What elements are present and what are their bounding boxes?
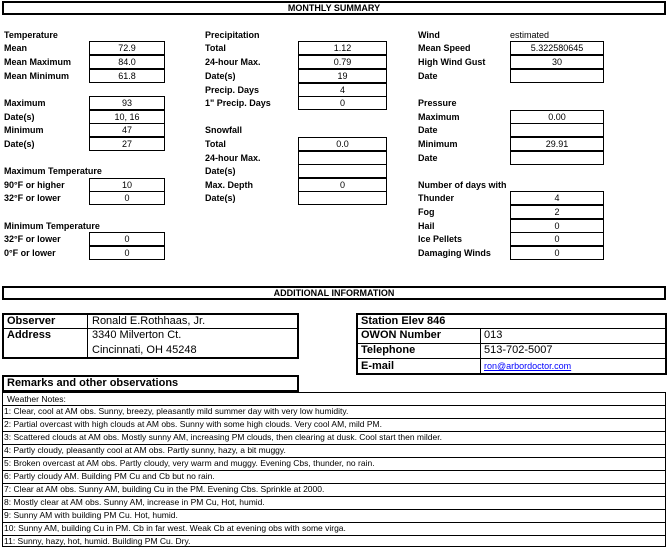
email-link[interactable]: ron@arbordoctor.com — [484, 361, 572, 371]
min-below32-label: 32°F or lower — [4, 234, 61, 244]
temp-maximum-label: Maximum — [4, 98, 46, 108]
fog-value: 2 — [510, 205, 604, 219]
temp-mean-max-value: 84.0 — [89, 55, 165, 69]
hail-value: 0 — [510, 219, 604, 233]
below0-label: 0°F or lower — [4, 248, 56, 258]
pressure-min-date-value — [510, 151, 604, 165]
address-line2: Cincinnati, OH 45248 — [92, 344, 197, 356]
temp-minimum-value: 47 — [89, 123, 165, 137]
precip-dates-value: 19 — [298, 69, 387, 83]
observer-value: Ronald E.Rothhaas, Jr. — [92, 315, 206, 327]
precip-total-value: 1.12 — [298, 41, 387, 55]
wind-estimated-note: estimated — [510, 30, 550, 40]
temp-min-dates-value: 27 — [89, 137, 165, 151]
pressure-max-date-label: Date — [418, 125, 438, 135]
pressure-max-label: Maximum — [418, 112, 460, 122]
weather-notes-title: Weather Notes: — [7, 394, 66, 404]
snow-max24-value — [298, 151, 387, 165]
temp-max-dates-value: 10, 16 — [89, 110, 165, 124]
precip-inch-days-value: 0 — [298, 96, 387, 110]
address-label: Address — [7, 329, 52, 341]
precip-days-label: Precip. Days — [205, 85, 260, 95]
damaging-winds-label: Damaging Winds — [418, 248, 491, 258]
pressure-heading: Pressure — [418, 98, 457, 108]
note-line: 9: Sunny AM with building PM Cu. Hot, humid. — [4, 510, 178, 520]
days-with-heading: Number of days with — [418, 180, 507, 190]
email-value[interactable] — [481, 359, 571, 373]
temp-minimum-label: Minimum — [4, 125, 44, 135]
max-below32-label: 32°F or lower — [4, 193, 61, 203]
wind-date-value — [510, 69, 604, 83]
pressure-min-label: Minimum — [418, 139, 458, 149]
temp-mean-max-label: Mean Maximum — [4, 57, 72, 67]
below0-value: 0 — [89, 246, 165, 260]
temp-mean-label: Mean — [4, 43, 28, 53]
ice-pellets-label: Ice Pellets — [418, 234, 463, 244]
note-line: 8: Mostly clear at AM obs. Sunny AM, increase in PM Cu, Hot, humid. — [4, 497, 265, 507]
station-table — [356, 313, 667, 375]
note-line: 3: Scattered clouds at AM obs. Mostly sunny AM, increasing PM clouds, then clearing at dusk. Cool start then milder. — [4, 432, 442, 442]
temp-min-dates-label: Date(s) — [4, 139, 35, 149]
remarks-heading: Remarks and other observations — [7, 377, 179, 389]
temp-mean-value: 72.9 — [89, 41, 165, 55]
wind-high-gust-value: 30 — [510, 55, 604, 69]
hail-label: Hail — [418, 221, 435, 231]
fog-label: Fog — [418, 207, 435, 217]
max-below32-value: 0 — [89, 191, 165, 205]
min-temp-heading: Minimum Temperature — [4, 221, 100, 231]
station-elev-label: Station Elev 846 — [361, 315, 446, 327]
address-line1: 3340 Milverton Ct. — [92, 329, 182, 341]
precip-total-label: Total — [205, 43, 226, 53]
max-temp-heading: Maximum Temperature — [4, 166, 102, 176]
wind-high-gust-label: High Wind Gust — [418, 57, 486, 67]
wind-heading: Wind — [418, 30, 440, 40]
thunder-value: 4 — [510, 191, 604, 205]
temp-maximum-value: 93 — [89, 96, 165, 110]
ice-pellets-value: 0 — [510, 232, 604, 246]
snowfall-heading: Snowfall — [205, 125, 243, 135]
snow-depth-dates-label: Date(s) — [205, 193, 236, 203]
snow-dates-label: Date(s) — [205, 166, 236, 176]
above90-label: 90°F or higher — [4, 180, 65, 190]
temp-max-dates-label: Date(s) — [4, 112, 35, 122]
damaging-winds-value: 0 — [510, 246, 604, 260]
precip-days-value: 4 — [298, 83, 387, 97]
owon-label: OWON Number — [361, 329, 442, 341]
note-line: 1: Clear, cool at AM obs. Sunny, breezy, pleasantly mild summer day with very low humidity. — [4, 406, 349, 416]
owon-value: 013 — [484, 329, 503, 341]
pressure-max-value: 0.00 — [510, 110, 604, 124]
email-label: E-mail — [361, 360, 395, 372]
note-line: 5: Broken overcast at AM obs. Partly cloudy, very warm and muggy. Evening Cbs, thunder, no rain. — [4, 458, 375, 468]
wind-date-label: Date — [418, 71, 438, 81]
pressure-max-date-value — [510, 123, 604, 137]
snow-max-depth-label: Max. Depth — [205, 180, 254, 190]
temperature-heading: Temperature — [4, 30, 58, 40]
note-line: 2: Partial overcast with high clouds at AM obs. Sunny with some high clouds. Very cool AM, mild PM. — [4, 419, 382, 429]
snow-total-label: Total — [205, 139, 226, 149]
thunder-label: Thunder — [418, 193, 454, 203]
note-line: 4: Partly cloudy, pleasantly cool at AM obs. Partly sunny, hazy, a bit muggy. — [4, 445, 286, 455]
remarks-heading-box — [2, 375, 299, 392]
note-line: 11: Sunny, hazy, hot, humid. Building PM Cu. Dry. — [4, 536, 191, 546]
telephone-value: 513-702-5007 — [484, 344, 553, 356]
wind-mean-speed-value: 5.322580645 — [510, 41, 604, 55]
snow-dates-value — [298, 164, 387, 178]
wind-mean-speed-label: Mean Speed — [418, 43, 471, 53]
temp-mean-min-value: 61.8 — [89, 69, 165, 83]
above90-value: 10 — [89, 178, 165, 192]
precip-dates-label: Date(s) — [205, 71, 236, 81]
additional-info-heading: ADDITIONAL INFORMATION — [2, 286, 666, 300]
snow-max-depth-value: 0 — [298, 178, 387, 192]
observer-address-table — [2, 313, 299, 359]
precip-max24-label: 24-hour Max. — [205, 57, 261, 67]
precip-heading: Precipitation — [205, 30, 260, 40]
precip-max24-value: 0.79 — [298, 55, 387, 69]
snow-max24-label: 24-hour Max. — [205, 153, 261, 163]
telephone-label: Telephone — [361, 344, 416, 356]
note-line: 6: Partly cloudy AM. Building PM Cu and Cb but no rain. — [4, 471, 215, 481]
temp-mean-min-label: Mean Minimum — [4, 71, 70, 81]
note-line: 7: Clear at AM obs. Sunny AM, building Cu in the PM. Evening Cbs. Sprinkle at 2000. — [4, 484, 325, 494]
snow-total-value: 0.0 — [298, 137, 387, 151]
min-below32-value: 0 — [89, 232, 165, 246]
pressure-min-value: 29.91 — [510, 137, 604, 151]
monthly-summary-title: MONTHLY SUMMARY — [2, 1, 666, 15]
pressure-min-date-label: Date — [418, 153, 438, 163]
precip-inch-days-label: 1" Precip. Days — [205, 98, 271, 108]
observer-label: Observer — [7, 315, 56, 327]
note-line: 10: Sunny AM, building Cu in PM. Cb in far west. Weak Cb at evening obs with some virga. — [4, 523, 346, 533]
snow-depth-dates-value — [298, 191, 387, 205]
